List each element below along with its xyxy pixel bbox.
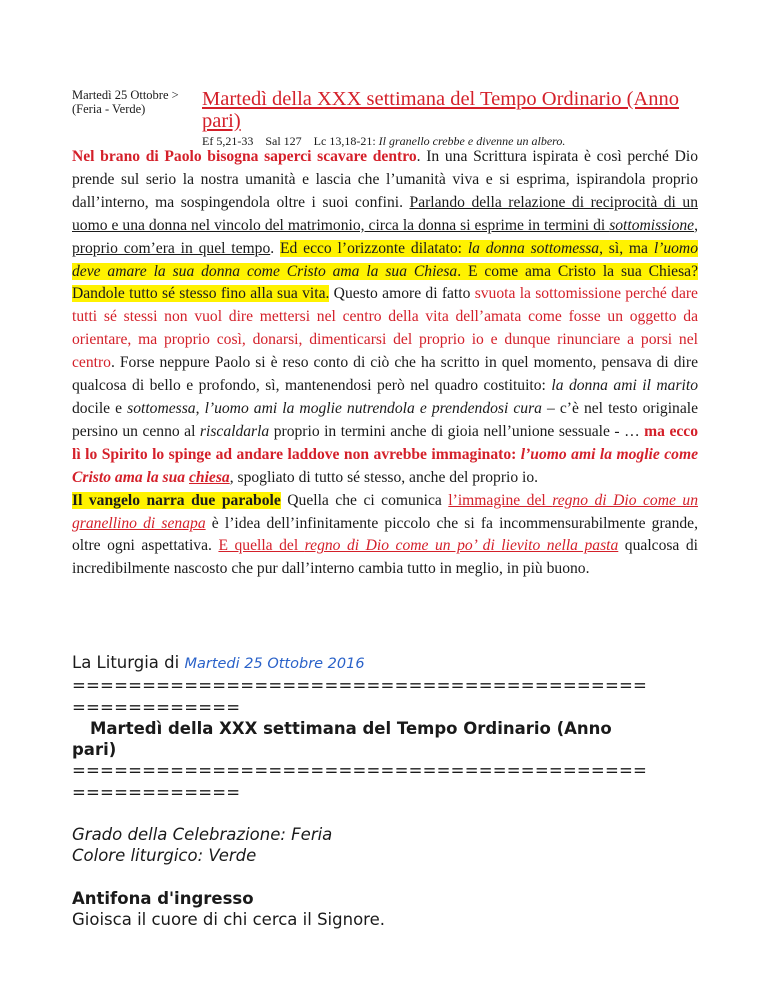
rule-line: =========================================: [72, 761, 648, 781]
date-label: [72, 88, 179, 116]
gospel-theme: Il granello crebbe e divenne un albero.: [378, 134, 566, 148]
page-title[interactable]: Martedì della XXX settimana del Tempo Ordinario (Anno pari): [202, 88, 679, 132]
ref-first-reading: Ef 5,21-33: [202, 134, 254, 148]
liturgical-color: Colore liturgico: Verde: [72, 846, 257, 866]
season-line: (Feria - Verde): [72, 102, 146, 116]
date-line: Martedì 25 Ottobre >: [72, 88, 179, 102]
homily-paragraph-1: Nel brano di Paolo bisogna saperci scavare dentro. In una Scrittura ispirata è così perché Dio prende sul serio la nostra umanità e lascia che l’umanità viva e si esprima, ispirandola proprio dall’interno, ma sospingendola oltre i suoi confini. Parlando della relazione di reciprocità di un uomo e una donna nel vincolo del matrimonio, circa la donna si esprime in termini di sottomissione, proprio com’era in quel tempo. Ed ecco l’orizzonte dilatato: la donna sottomessa, sì, ma l’uomo deve amare la sua donna come Cristo ama la sua Chiesa. E come ama Cristo la sua Chiesa? Dandole tutto sé stesso fino alla sua vita. Questo amore di fatto svuota la sottomissione perché dare tutti sé stessi non vuol dire mettersi nel centro della vita dell’amata come fosse un oggetto da orientare, ma proprio così, donarsi, dimenticarsi del proprio io e dunque rinunciare a porsi nel centro. Forse neppure Paolo si è reso conto di ciò che ha scritto in quel momento, pensava di dire qualcosa di bello e profondo, sì, mantenendosi però nel quadro costituito: la donna ami il marito docile e sottomessa, l’uomo ami la moglie nutrendola e prendendosi cura – c’è nel testo originale persino un cenno al riscaldarla proprio in termini anche di gioia nell’unione sessuale - … ma ecco lì lo Spirito lo spinge ad andare laddove non avrebbe immaginato: l’uomo ami la moglie come Cristo ama la sua chiesa, spogliato di tutto sé stesso, anche del proprio io.: [72, 148, 699, 486]
homily-paragraph-2: Il vangelo narra due parabole Quella che ci comunica l’immagine del regno di Dio come un granellino di senapa è l’idea dell’infinitamente piccolo che si fa incommensurabilmente grande, oltre ogni aspettativa. E quella del regno di Dio come un po’ di lievito nella pasta qualcosa di incredibilmente nascosto che pur dall’interno cambia tutto in meglio, in più buono.: [72, 491, 699, 578]
rule-line: ============: [72, 697, 241, 717]
liturgy-section: [72, 652, 698, 930]
ref-psalm: Sal 127: [265, 134, 302, 148]
highlight-parables: Il vangelo narra due parabole: [72, 491, 281, 509]
rule-line: ============: [72, 782, 241, 802]
celebration-grade: Grado della Celebrazione: Feria: [72, 825, 333, 845]
highlight-horizon: Ed ecco l’orizzonte dilatato: la donna sottomessa, sì, ma l’uomo deve amare la sua donna come Cristo ama la sua Chiesa. E come ama Cristo la sua Chiesa? Dandole tutto sé stesso fino alla sua vita.: [72, 239, 699, 303]
rule-line: =========================================: [72, 676, 648, 696]
antiphon-heading: Antifona d'ingresso: [72, 888, 254, 908]
liturgy-title: Martedì della XXX settimana del Tempo Ordinario (Anno: [90, 718, 612, 738]
liturgy-heading: La Liturgia di Martedi 25 Ottobre 2016: [72, 653, 365, 672]
homily-lead: Nel brano di Paolo bisogna saperci scavare dentro: [72, 148, 417, 165]
liturgy-date-link[interactable]: Martedi 25 Ottobre 2016: [184, 656, 365, 672]
liturgy-title-cont: pari): [72, 740, 117, 760]
homily-text: [72, 146, 698, 581]
ref-gospel: Lc 13,18-21:: [313, 134, 376, 148]
antiphon-text: Gioisca il cuore di chi cerca il Signore.: [72, 909, 385, 929]
